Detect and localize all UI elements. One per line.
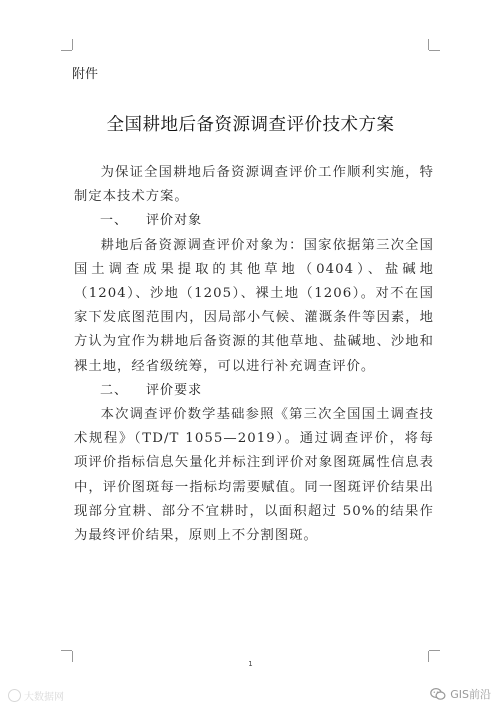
- watermark-logo-icon: [8, 689, 21, 702]
- document-body: [74, 161, 434, 548]
- crop-mark-top-right-h: [429, 50, 440, 51]
- crop-mark-bottom-right-h: [429, 650, 440, 651]
- crop-mark-top-left-h: [61, 50, 72, 51]
- watermark-left-text: 大数据网: [24, 692, 64, 703]
- section-title-2: 评价要求: [146, 382, 203, 398]
- wechat-icon: [430, 687, 446, 701]
- section-heading-2: [74, 379, 434, 403]
- crop-mark-top-right-v: [428, 39, 429, 50]
- intro-paragraph: 为保证全国耕地后备资源调查评价工作顺利实施，特制定本技术方案。: [74, 165, 434, 205]
- section-heading-1: [74, 209, 434, 233]
- section-body-2: 本次调查评价数学基础参照《第三次全国国土调查技术规程》（TD/T 1055—2019）。通过调查评价，将每项评价指标信息矢量化并标注到评价对象图斑属性信息表中，评价图斑每一指标均需要赋值。同一图斑评价结果出现部分宜耕、部分不宜耕时，以面积超过 50%的结果作为最终评价结果，原则上不分割图斑。: [74, 407, 434, 544]
- crop-mark-top-left-v: [72, 39, 73, 50]
- watermark-right-text: GIS前沿: [450, 688, 491, 701]
- section-number-1: 一、: [100, 213, 129, 229]
- page-number: 1: [248, 660, 253, 668]
- document-title: 全国耕地后备资源调查评价技术方案: [106, 115, 395, 135]
- section-body-1: 耕地后备资源调查评价对象为：国家依据第三次全国国土调查成果提取的其他草地（0404）、盐碱地（1204）、沙地（1205）、裸土地（1206）。对不在国家下发底图范围内，因局部小气候、灌溉条件等因素，地方认为宜作为耕地后备资源的其他草地、盐碱地、沙地和裸土地，经省级统筹，可以进行补充调查评价。: [74, 237, 434, 374]
- section-title-1: 评价对象: [146, 213, 203, 229]
- attachment-label: 附件: [72, 67, 99, 82]
- section-number-2: 二、: [100, 382, 129, 398]
- watermark-right: [430, 686, 491, 702]
- watermark-left: [8, 688, 64, 703]
- crop-mark-bottom-left-h: [61, 650, 72, 651]
